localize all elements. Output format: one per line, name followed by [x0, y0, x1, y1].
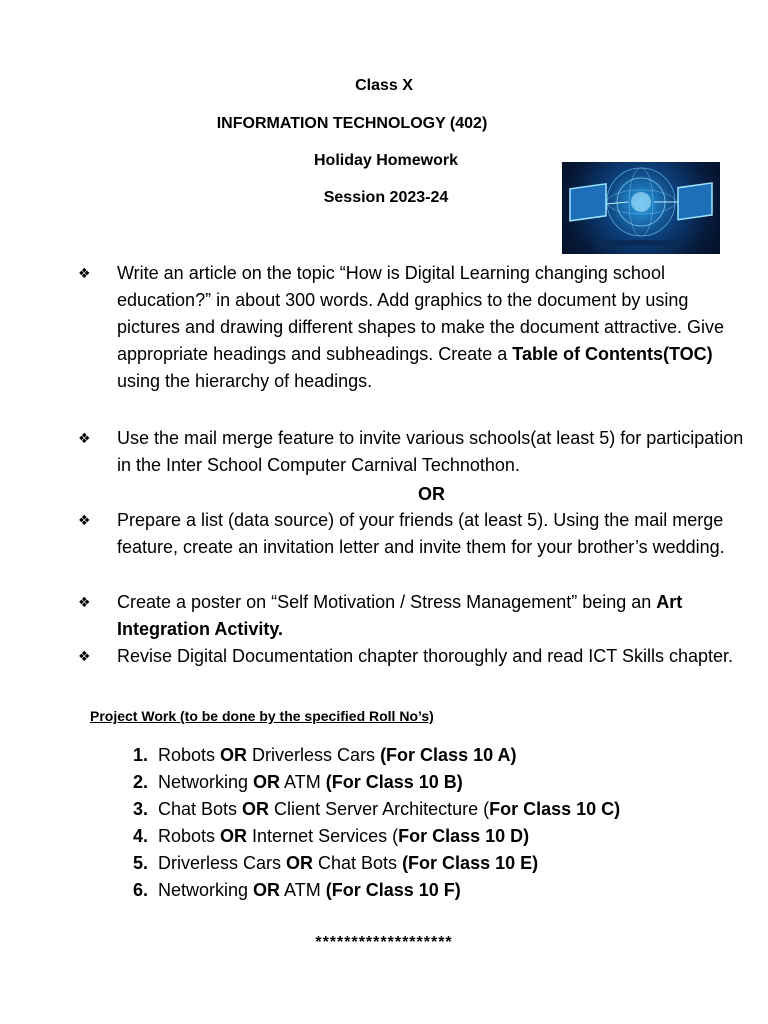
footer-stars: *******************: [315, 934, 453, 951]
list-number: 2.: [133, 772, 149, 792]
emphasis-text: Art Integration Activity.: [117, 592, 683, 639]
emphasis-text: For Class 10 D): [398, 826, 530, 846]
emphasis-text: For Class 10 C): [489, 799, 621, 819]
body-text: Create a poster on “Self Motivation / Stress Management” being an: [117, 592, 657, 612]
body-text: using the hierarchy of headings.: [117, 371, 373, 391]
body-text: Chat Bots: [313, 853, 403, 873]
body-text: ATM: [280, 880, 326, 900]
list-number: 5.: [133, 853, 149, 873]
list-number: 1.: [133, 745, 149, 765]
homework-item-text: [117, 643, 747, 670]
body-text: Write an article on the topic “How is Digital Learning changing school education?” in about 300 words. Add graphics to the document by using pictures and drawing different shapes to make the document attractive. Give appropriate headings and subheadings. Create a: [117, 263, 724, 364]
bullet-diamond-icon: ❖: [78, 512, 91, 528]
homework-item-text: [117, 260, 747, 395]
homework-item-text: [117, 589, 747, 643]
list-number: 3.: [133, 799, 149, 819]
project-list-item: [133, 796, 693, 823]
document-title: Holiday Homework: [313, 152, 459, 169]
body-text: Use the mail merge feature to invite various schools(at least 5) for participation in the Inter School Computer Carnival Technothon.: [117, 428, 744, 475]
list-number: 4.: [133, 826, 149, 846]
project-list-item: [133, 742, 693, 769]
body-text: ATM: [280, 772, 326, 792]
bullet-diamond-icon: ❖: [78, 430, 91, 446]
body-text: Networking: [158, 772, 254, 792]
body-text: Internet Services (: [247, 826, 399, 846]
emphasis-text: (For Class 10 F): [325, 880, 461, 900]
emphasis-text: (For Class 10 E): [402, 853, 539, 873]
body-text: Networking: [158, 880, 254, 900]
bullet-diamond-icon: ❖: [78, 594, 91, 610]
body-text: Client Server Architecture (: [269, 799, 490, 819]
emphasis-text: Table of Contents(TOC): [512, 344, 713, 364]
project-list: [133, 742, 693, 904]
bullet-diamond-icon: ❖: [78, 648, 91, 664]
subject-heading: INFORMATION TECHNOLOGY (402): [216, 115, 488, 132]
body-text: Driverless Cars: [158, 853, 287, 873]
homework-item-text: [117, 507, 747, 561]
emphasis-text: OR: [253, 880, 281, 900]
class-heading: Class X: [355, 77, 413, 94]
body-text: Robots: [158, 826, 221, 846]
body-text: Prepare a list (data source) of your friends (at least 5). Using the mail merge feature, create an invitation letter and invite them for your brother’s wedding.: [117, 510, 725, 557]
body-text: Robots: [158, 745, 221, 765]
bullet-diamond-icon: ❖: [78, 265, 91, 281]
project-list-item: [133, 769, 693, 796]
list-number: 6.: [133, 880, 149, 900]
project-list-item: [133, 850, 693, 877]
emphasis-text: OR: [220, 826, 248, 846]
emphasis-text: OR: [286, 853, 314, 873]
project-list-item: [133, 877, 693, 904]
project-work-title: Project Work (to be done by the specified Roll No’s): [90, 708, 434, 724]
emphasis-text: OR: [220, 745, 248, 765]
project-list-item: [133, 823, 693, 850]
homework-item-text: [117, 425, 747, 479]
digital-network-illustration: [562, 162, 720, 254]
emphasis-text: (For Class 10 A): [380, 745, 517, 765]
session-heading: Session 2023-24: [323, 189, 449, 206]
emphasis-text: OR: [253, 772, 281, 792]
or-separator: OR: [418, 484, 445, 504]
body-text: Driverless Cars: [247, 745, 381, 765]
emphasis-text: (For Class 10 B): [325, 772, 463, 792]
emphasis-text: OR: [242, 799, 270, 819]
body-text: Revise Digital Documentation chapter thoroughly and read ICT Skills chapter.: [117, 646, 733, 666]
body-text: Chat Bots: [158, 799, 243, 819]
